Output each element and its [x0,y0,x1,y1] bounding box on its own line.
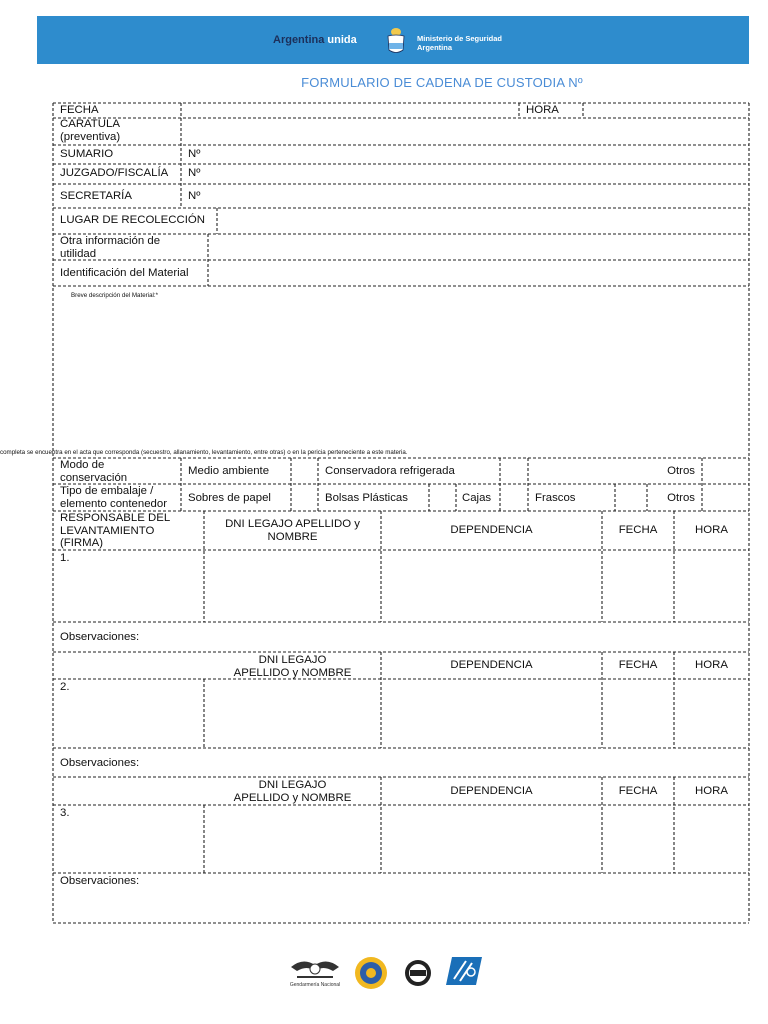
juzgado-number-field[interactable]: Nº [188,167,201,179]
prefectura-logo [444,955,484,991]
dni-field-3[interactable] [205,806,380,872]
otros-conservacion-label: Otros [667,465,695,477]
brand-logo-text: Argentina unida [273,34,357,46]
fecha-field[interactable] [182,104,518,117]
frascos-label: Frascos [535,492,576,504]
firma-field-3[interactable] [54,806,203,872]
cajas-label: Cajas [462,492,492,504]
firma-field-1[interactable] [54,551,203,621]
observaciones-field-2[interactable] [150,749,748,776]
otros-conservacion-field[interactable] [703,459,748,483]
otros-embalaje-label: Otros [667,492,695,504]
medio-ambiente-label: Medio ambiente [188,465,270,477]
dni-header-1: DNI LEGAJO APELLIDO y NOMBRE [225,518,360,543]
sobres-checkbox[interactable] [292,485,317,510]
hora-field-2[interactable] [675,680,748,747]
police-seal-logo [353,955,389,991]
descripcion-area[interactable] [54,300,748,450]
fecha-field-3[interactable] [603,806,673,872]
otra-info-field[interactable] [209,235,748,259]
ministry-name: Ministerio de Seguridad Argentina [417,34,503,52]
lugar-label: LUGAR DE RECOLECCIÓN [60,214,205,226]
medio-ambiente-checkbox[interactable] [292,459,317,483]
dependencia-field-1[interactable] [382,551,601,621]
lugar-field[interactable] [218,209,748,233]
modo-conservacion-label: Modo de conservación [60,459,128,484]
entry-number-3: 3. [60,807,70,819]
hora-field-3[interactable] [675,806,748,872]
hora-field[interactable] [584,104,748,117]
otros-embalaje-field[interactable] [703,485,748,510]
dni-field-1[interactable] [205,551,380,621]
otra-info-label: Otra información de utilidad [60,235,161,260]
fecha-label: FECHA [60,104,99,116]
dependencia-field-2[interactable] [382,680,601,747]
breve-descripcion-label: Breve descripción del Material:* [71,292,159,299]
caratula-field[interactable] [182,119,748,144]
sobres-label: Sobres de papel [188,492,271,504]
identificacion-field[interactable] [209,261,748,285]
hora-label: HORA [526,104,559,116]
sumario-number-field[interactable]: Nº [188,148,201,160]
dependencia-header-1: DEPENDENCIA [450,524,533,536]
firma-field-2[interactable] [54,680,203,747]
secretaria-label: SECRETARÍA [60,190,132,202]
hora-header-3: HORA [695,785,728,797]
observaciones-label-2: Observaciones: [60,757,140,769]
observaciones-field-1[interactable] [150,623,748,651]
observaciones-label-3: Observaciones: [60,875,140,887]
footnote-text: completa se encuentra en el acta que corresponda (secuestro, allanamiento, levantamiento, entre otras) o en la pericia perteneciente a este materia. [0,449,408,456]
bolsas-label: Bolsas Plásticas [325,492,408,504]
hora-header-1: HORA [695,524,728,536]
dependencia-header-2: DEPENDENCIA [450,659,533,671]
gendarmeria-logo [283,955,347,991]
fecha-header-1: FECHA [618,524,658,536]
observaciones-label-1: Observaciones: [60,631,140,643]
conservadora-label: Conservadora refrigerada [325,465,455,477]
responsable-header: RESPONSABLE DEL LEVANTAMIENTO (FIRMA) [60,512,171,549]
hora-field-1[interactable] [675,551,748,621]
entry-number-2: 2. [60,681,70,693]
psa-logo [401,955,435,991]
sumario-label: SUMARIO [60,148,114,160]
form-title: FORMULARIO DE CADENA DE CUSTODIA Nº [301,75,583,90]
cajas-checkbox[interactable] [501,485,527,510]
gendarmeria-text: Gendarmería Nacional [289,982,341,988]
hora-header-2: HORA [695,659,728,671]
secretaria-number-field[interactable]: Nº [188,190,201,202]
fecha-field-1[interactable] [603,551,673,621]
fecha-header-2: FECHA [618,659,658,671]
fecha-header-3: FECHA [618,785,658,797]
dependencia-header-3: DEPENDENCIA [450,785,533,797]
identificacion-label: Identificación del Material [60,267,189,279]
dni-header-2: DNI LEGAJO APELLIDO y NOMBRE [233,654,352,679]
dependencia-field-3[interactable] [382,806,601,872]
bolsas-checkbox[interactable] [430,485,455,510]
entry-number-1: 1. [60,552,70,564]
caratula-label: CARATULA (preventiva) [60,118,121,143]
conservadora-checkbox[interactable] [501,459,527,483]
fecha-field-2[interactable] [603,680,673,747]
juzgado-label: JUZGADO/FISCALÍA [60,167,169,179]
dni-header-3: DNI LEGAJO APELLIDO y NOMBRE [233,779,352,804]
dni-field-2[interactable] [205,680,380,747]
tipo-embalaje-label: Tipo de embalaje / elemento contenedor [60,485,168,510]
observaciones-field-3[interactable] [150,874,748,922]
